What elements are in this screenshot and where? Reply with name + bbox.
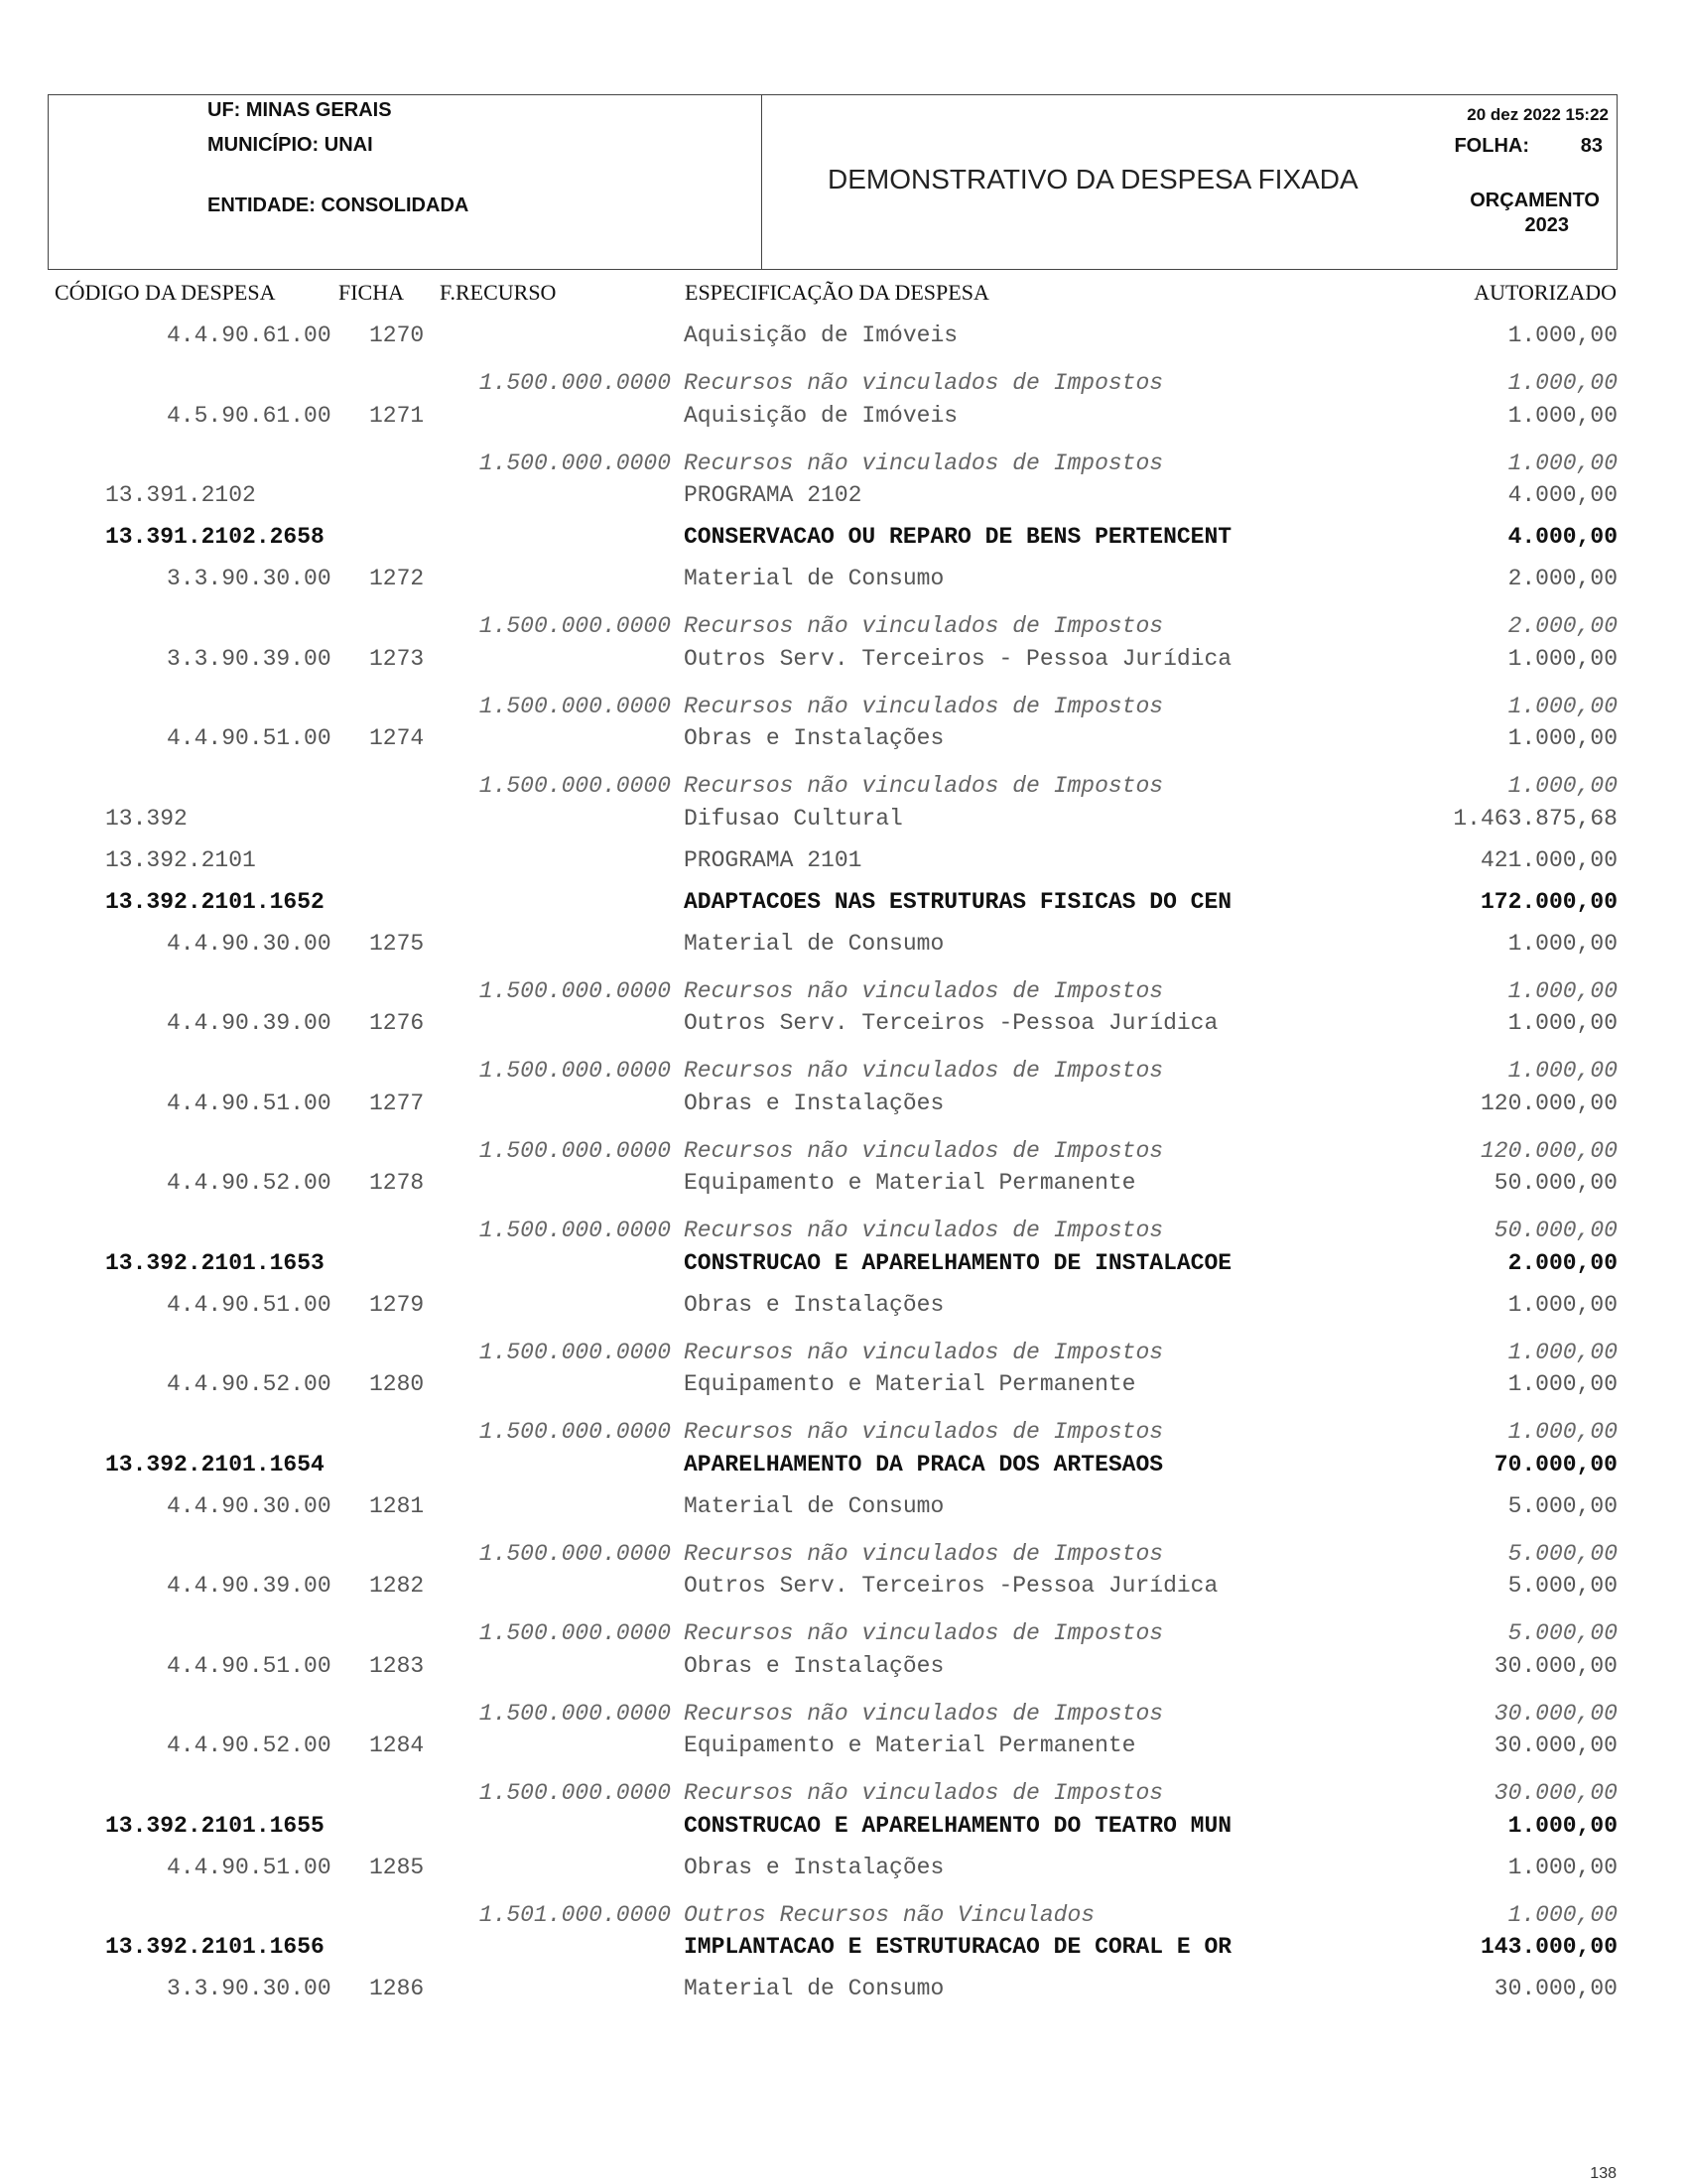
especificacao: Recursos não vinculados de Impostos (684, 1700, 1164, 1727)
valor-autorizado: 120.000,00 (1480, 1090, 1618, 1116)
valor-autorizado: 1.000,00 (1507, 450, 1618, 476)
valor-autorizado: 1.000,00 (1507, 645, 1618, 672)
expense-code: 4.4.90.51.00 (167, 1652, 331, 1679)
valor-autorizado: 2.000,00 (1507, 566, 1618, 591)
folha-value: 83 (1580, 135, 1603, 157)
valor-autorizado: 1.000,00 (1507, 322, 1618, 348)
especificacao: Obras e Instalações (684, 1652, 945, 1679)
valor-autorizado: 143.000,00 (1480, 1934, 1618, 1960)
fonte-recurso: 1.501.000.0000 (478, 1901, 671, 1928)
valor-autorizado: 5.000,00 (1507, 1492, 1618, 1519)
especificacao: Recursos não vinculados de Impostos (684, 1620, 1164, 1646)
valor-autorizado: 1.000,00 (1507, 1058, 1618, 1084)
especificacao: Material de Consumo (684, 1976, 945, 2001)
fonte-recurso: 1.500.000.0000 (478, 773, 671, 799)
valor-autorizado: 1.000,00 (1507, 977, 1618, 1004)
expense-code: 4.4.90.52.00 (167, 1170, 331, 1196)
valor-autorizado: 1.000,00 (1507, 773, 1618, 799)
fonte-recurso: 1.500.000.0000 (478, 1780, 671, 1806)
especificacao: Recursos não vinculados de Impostos (684, 1339, 1164, 1365)
especificacao: Recursos não vinculados de Impostos (684, 1137, 1164, 1164)
valor-autorizado: 1.000,00 (1507, 1371, 1618, 1397)
fonte-recurso: 1.500.000.0000 (478, 1218, 671, 1243)
especificacao: Equipamento e Material Permanente (684, 1371, 1136, 1397)
ficha-number: 1283 (369, 1652, 425, 1679)
especificacao: Recursos não vinculados de Impostos (684, 977, 1164, 1004)
especificacao: CONSERVACAO OU REPARO DE BENS PERTENCENT (684, 524, 1233, 550)
especificacao: Material de Consumo (684, 1492, 945, 1519)
report-datetime: 20 dez 2022 15:22 (1467, 105, 1609, 124)
valor-autorizado: 1.000,00 (1507, 1854, 1618, 1880)
especificacao: ADAPTACOES NAS ESTRUTURAS FISICAS DO CEN (684, 888, 1233, 915)
valor-autorizado: 70.000,00 (1493, 1451, 1618, 1477)
expense-code: 4.4.90.39.00 (167, 1010, 331, 1036)
valor-autorizado: 1.000,00 (1507, 402, 1618, 429)
fonte-recurso: 1.500.000.0000 (478, 370, 671, 396)
especificacao: Outros Serv. Terceiros -Pessoa Jurídica (684, 1573, 1219, 1599)
ficha-number: 1285 (369, 1854, 425, 1880)
especificacao: Recursos não vinculados de Impostos (684, 613, 1164, 639)
expense-code: 4.4.90.52.00 (167, 1371, 331, 1397)
especificacao: Outros Serv. Terceiros - Pessoa Jurídica (684, 645, 1233, 672)
municipio-label: MUNICÍPIO: UNAI (207, 134, 373, 156)
ficha-number: 1277 (369, 1090, 425, 1116)
fonte-recurso: 1.500.000.0000 (478, 1620, 671, 1646)
valor-autorizado: 5.000,00 (1507, 1620, 1618, 1646)
especificacao: Obras e Instalações (684, 725, 945, 751)
col-codigo: CÓDIGO DA DESPESA (55, 280, 276, 305)
especificacao: Material de Consumo (684, 566, 945, 591)
expense-code: 3.3.90.30.00 (167, 566, 331, 591)
report-header (48, 94, 1618, 270)
col-autorizado: AUTORIZADO (1474, 280, 1617, 305)
ficha-number: 1271 (369, 402, 425, 429)
valor-autorizado: 5.000,00 (1507, 1540, 1618, 1567)
especificacao: IMPLANTACAO E ESTRUTURACAO DE CORAL E OR (684, 1934, 1233, 1960)
uf-label: UF: MINAS GERAIS (207, 99, 392, 121)
valor-autorizado: 4.000,00 (1507, 482, 1618, 508)
ficha-number: 1272 (369, 566, 425, 591)
especificacao: Recursos não vinculados de Impostos (684, 693, 1164, 719)
especificacao: Aquisição de Imóveis (684, 402, 959, 429)
expense-code: 13.392.2101.1652 (105, 888, 325, 915)
expense-code: 4.4.90.30.00 (167, 930, 331, 957)
especificacao: Outros Serv. Terceiros -Pessoa Jurídica (684, 1010, 1219, 1036)
expense-code: 4.4.90.51.00 (167, 1090, 331, 1116)
valor-autorizado: 50.000,00 (1493, 1218, 1618, 1243)
fonte-recurso: 1.500.000.0000 (478, 977, 671, 1004)
valor-autorizado: 1.000,00 (1507, 725, 1618, 751)
valor-autorizado: 30.000,00 (1493, 1976, 1618, 2001)
especificacao: Recursos não vinculados de Impostos (684, 773, 1164, 799)
orcamento-year: 2023 (1524, 214, 1569, 236)
expense-code: 4.4.90.61.00 (167, 322, 331, 348)
folha-label: FOLHA: (1454, 135, 1529, 157)
entidade-label: ENTIDADE: CONSOLIDADA (207, 194, 469, 216)
valor-autorizado: 4.000,00 (1507, 524, 1618, 550)
expense-code: 4.4.90.51.00 (167, 1854, 331, 1880)
fonte-recurso: 1.500.000.0000 (478, 1339, 671, 1365)
valor-autorizado: 30.000,00 (1493, 1652, 1618, 1679)
fonte-recurso: 1.500.000.0000 (478, 1419, 671, 1445)
ficha-number: 1280 (369, 1371, 425, 1397)
fonte-recurso: 1.500.000.0000 (478, 1137, 671, 1164)
especificacao: Obras e Instalações (684, 1090, 945, 1116)
ficha-number: 1282 (369, 1573, 425, 1599)
especificacao: Recursos não vinculados de Impostos (684, 1419, 1164, 1445)
valor-autorizado: 1.000,00 (1507, 693, 1618, 719)
especificacao: Equipamento e Material Permanente (684, 1170, 1136, 1196)
especificacao: CONSTRUCAO E APARELHAMENTO DE INSTALACOE (684, 1249, 1233, 1276)
valor-autorizado: 1.000,00 (1507, 930, 1618, 957)
especificacao: Equipamento e Material Permanente (684, 1733, 1136, 1758)
expense-code: 4.5.90.61.00 (167, 402, 331, 429)
valor-autorizado: 2.000,00 (1507, 1249, 1618, 1276)
fonte-recurso: 1.500.000.0000 (478, 1058, 671, 1084)
header-divider (761, 95, 762, 269)
especificacao: PROGRAMA 2102 (684, 482, 862, 508)
expense-code: 4.4.90.39.00 (167, 1573, 331, 1599)
especificacao: Outros Recursos não Vinculados (684, 1901, 1096, 1928)
expense-code: 13.392.2101.1653 (105, 1249, 325, 1276)
ficha-number: 1276 (369, 1010, 425, 1036)
ficha-number: 1279 (369, 1291, 425, 1318)
valor-autorizado: 421.000,00 (1480, 846, 1618, 873)
valor-autorizado: 2.000,00 (1507, 613, 1618, 639)
expense-code: 4.4.90.52.00 (167, 1733, 331, 1758)
ficha-number: 1284 (369, 1733, 425, 1758)
especificacao: Material de Consumo (684, 930, 945, 957)
ficha-number: 1274 (369, 725, 425, 751)
expense-code: 13.392 (105, 805, 188, 832)
valor-autorizado: 1.000,00 (1507, 1812, 1618, 1839)
ficha-number: 1270 (369, 322, 425, 348)
fonte-recurso: 1.500.000.0000 (478, 693, 671, 719)
ficha-number: 1286 (369, 1976, 425, 2001)
valor-autorizado: 30.000,00 (1493, 1733, 1618, 1758)
especificacao: Recursos não vinculados de Impostos (684, 1218, 1164, 1243)
especificacao: Recursos não vinculados de Impostos (684, 1780, 1164, 1806)
expense-code: 13.391.2102.2658 (105, 524, 325, 550)
valor-autorizado: 120.000,00 (1480, 1137, 1618, 1164)
fonte-recurso: 1.500.000.0000 (478, 613, 671, 639)
valor-autorizado: 1.000,00 (1507, 1291, 1618, 1318)
report-title: DEMONSTRATIVO DA DESPESA FIXADA (828, 164, 1359, 194)
expense-code: 13.392.2101.1656 (105, 1934, 325, 1960)
valor-autorizado: 1.000,00 (1507, 1010, 1618, 1036)
especificacao: Recursos não vinculados de Impostos (684, 1058, 1164, 1084)
col-especificacao: ESPECIFICAÇÃO DA DESPESA (685, 280, 989, 305)
valor-autorizado: 30.000,00 (1493, 1700, 1618, 1727)
ficha-number: 1278 (369, 1170, 425, 1196)
fonte-recurso: 1.500.000.0000 (478, 450, 671, 476)
valor-autorizado: 5.000,00 (1507, 1573, 1618, 1599)
ficha-number: 1275 (369, 930, 425, 957)
expense-code: 13.392.2101 (105, 846, 256, 873)
orcamento-label: ORÇAMENTO (1470, 190, 1600, 211)
expense-code: 4.4.90.51.00 (167, 1291, 331, 1318)
especificacao: Recursos não vinculados de Impostos (684, 1540, 1164, 1567)
especificacao: Obras e Instalações (684, 1854, 945, 1880)
expense-code: 4.4.90.30.00 (167, 1492, 331, 1519)
valor-autorizado: 1.000,00 (1507, 1901, 1618, 1928)
ficha-number: 1281 (369, 1492, 425, 1519)
especificacao: Difusao Cultural (684, 805, 903, 832)
valor-autorizado: 1.000,00 (1507, 1339, 1618, 1365)
expense-code: 13.392.2101.1654 (105, 1451, 325, 1477)
col-ficha: FICHA (338, 280, 405, 305)
valor-autorizado: 50.000,00 (1493, 1170, 1618, 1196)
valor-autorizado: 1.000,00 (1507, 1419, 1618, 1445)
valor-autorizado: 1.000,00 (1507, 370, 1618, 396)
especificacao: Aquisição de Imóveis (684, 322, 959, 348)
especificacao: Recursos não vinculados de Impostos (684, 370, 1164, 396)
valor-autorizado: 172.000,00 (1480, 888, 1618, 915)
fonte-recurso: 1.500.000.0000 (478, 1540, 671, 1567)
especificacao: Recursos não vinculados de Impostos (684, 450, 1164, 476)
especificacao: APARELHAMENTO DA PRACA DOS ARTESAOS (684, 1451, 1164, 1477)
expense-code: 4.4.90.51.00 (167, 725, 331, 751)
page-number: 138 (1590, 2165, 1617, 2182)
especificacao: CONSTRUCAO E APARELHAMENTO DO TEATRO MUN (684, 1812, 1233, 1839)
expense-code: 13.392.2101.1655 (105, 1812, 325, 1839)
expense-code: 3.3.90.39.00 (167, 645, 331, 672)
expense-code: 3.3.90.30.00 (167, 1976, 331, 2001)
especificacao: Obras e Instalações (684, 1291, 945, 1318)
ficha-number: 1273 (369, 645, 425, 672)
expense-code: 13.391.2102 (105, 482, 256, 508)
especificacao: PROGRAMA 2101 (684, 846, 862, 873)
col-recurso: F.RECURSO (440, 280, 557, 305)
valor-autorizado: 1.463.875,68 (1453, 805, 1618, 832)
fonte-recurso: 1.500.000.0000 (478, 1700, 671, 1727)
valor-autorizado: 30.000,00 (1493, 1780, 1618, 1806)
